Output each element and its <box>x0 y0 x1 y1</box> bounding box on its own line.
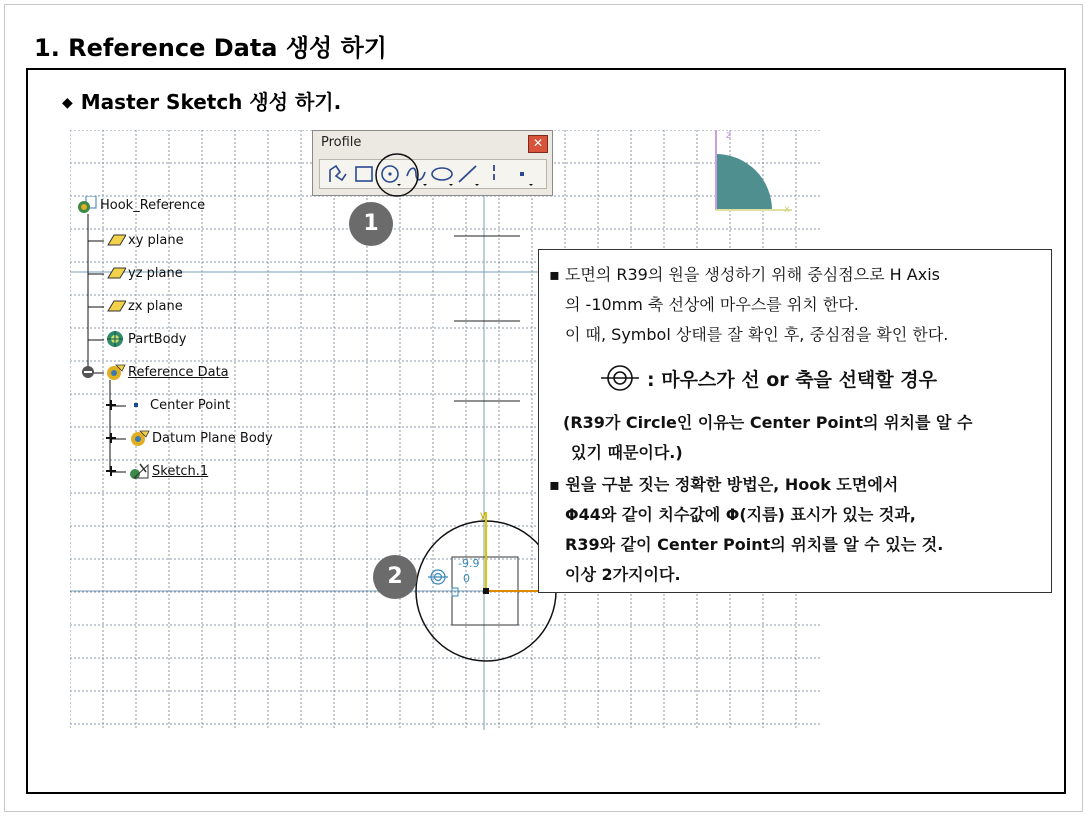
tree-root[interactable] <box>76 196 205 214</box>
sketch-icon <box>128 462 150 480</box>
geometrical-set-icon <box>128 429 150 447</box>
selection-symbol-icon <box>428 570 448 584</box>
axis-label-z: z <box>726 130 732 141</box>
page-title: 1. Reference Data 생성 하기 <box>34 34 387 62</box>
close-icon[interactable]: ✕ <box>528 135 548 153</box>
profile-tool-icon[interactable] <box>326 162 350 186</box>
readout-v: 0 <box>463 572 470 585</box>
callout-box <box>538 249 1052 593</box>
tree-item-datum-plane-body[interactable] <box>104 429 273 447</box>
partbody-icon <box>104 330 126 348</box>
callout-line: Φ44와 같이 치수값에 Φ(지름) 표시가 있는 것과, <box>565 505 916 524</box>
callout-line: (R39가 Circle인 이유는 Center Point의 위치를 알 수 <box>563 413 973 432</box>
tree-item-label: yz plane <box>128 265 183 281</box>
tree-item-label: Sketch.1 <box>152 463 209 479</box>
tree-item-reference-data[interactable] <box>80 363 229 381</box>
toolbar-strip <box>319 159 547 189</box>
symbol-legend-text: : 마우스가 선 or 축을 선택할 경우 <box>647 368 937 391</box>
circle-tool-highlight <box>372 150 422 200</box>
tree-item-center-point[interactable] <box>104 396 230 414</box>
callout-line: 이 때, Symbol 상태를 잘 확인 후, 중심점을 확인 한다. <box>565 325 949 344</box>
tree-item-label: Reference Data <box>128 364 229 380</box>
line-tool-icon[interactable] <box>456 162 480 186</box>
symbol-legend <box>599 362 937 394</box>
tree-item-yz-plane[interactable] <box>104 264 183 282</box>
expand-icon[interactable] <box>104 462 126 480</box>
tree-root-label: Hook_Reference <box>100 197 206 213</box>
expand-icon[interactable] <box>104 429 126 447</box>
callout-line: ▪ 원을 구분 짓는 정확한 방법은, Hook 도면에서 <box>549 475 899 494</box>
tree-item-partbody[interactable] <box>104 330 186 348</box>
spec-tree <box>70 180 330 500</box>
section-heading-text: Master Sketch 생성 하기. <box>80 90 342 114</box>
diamond-bullet-icon: ◆ <box>62 95 73 111</box>
point-icon <box>128 396 148 414</box>
step-badge-1: 1 <box>349 202 393 246</box>
collapse-icon[interactable] <box>80 363 102 381</box>
profile-toolbar <box>312 130 553 196</box>
plane-icon <box>104 231 126 249</box>
ellipse-tool-icon[interactable] <box>430 162 454 186</box>
tree-item-label: Center Point <box>150 397 231 413</box>
point-tool-icon[interactable] <box>510 162 534 186</box>
product-icon <box>76 196 98 214</box>
axis-label-y: y <box>480 510 486 521</box>
plane-icon <box>104 264 126 282</box>
tree-item-label: zx plane <box>128 298 183 314</box>
axis-tool-icon[interactable] <box>482 162 506 186</box>
plane-icon <box>104 297 126 315</box>
tree-item-sketch[interactable] <box>104 462 208 480</box>
section-heading <box>62 86 341 115</box>
callout-line: 의 -10mm 축 선상에 마우스를 위치 한다. <box>565 295 859 314</box>
cursor-point <box>483 588 489 594</box>
step-badge-2: 2 <box>373 555 417 599</box>
tree-item-label: Datum Plane Body <box>152 430 273 446</box>
readout-h: -9.9 <box>458 557 480 570</box>
tree-item-label: PartBody <box>128 331 187 347</box>
selection-symbol-icon <box>599 362 641 394</box>
callout-line: ▪ 도면의 R39의 원을 생성하기 위해 중심점으로 H Axis <box>549 265 940 284</box>
axis-label-x: x <box>784 204 790 215</box>
expand-icon[interactable] <box>104 396 126 414</box>
geometrical-set-icon <box>104 363 126 381</box>
toolbar-title: Profile <box>321 135 362 150</box>
callout-line: 이상 2가지이다. <box>565 565 681 584</box>
callout-line: R39와 같이 Center Point의 위치를 알 수 있는 것. <box>565 535 944 554</box>
compass-quarter-icon <box>716 130 792 210</box>
tree-item-label: xy plane <box>128 232 184 248</box>
tree-item-xy-plane[interactable] <box>104 231 184 249</box>
tree-item-zx-plane[interactable] <box>104 297 183 315</box>
callout-line: 있기 때문이다.) <box>571 443 683 462</box>
